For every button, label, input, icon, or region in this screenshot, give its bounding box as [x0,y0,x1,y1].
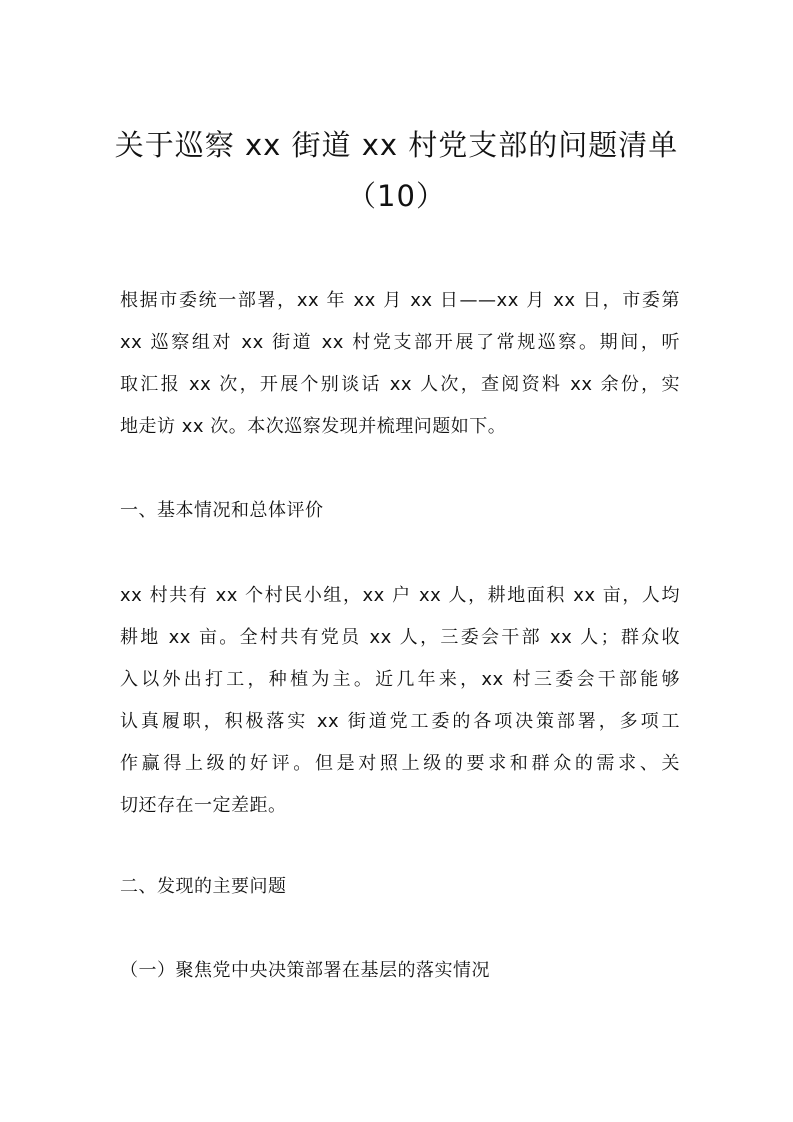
paragraph-line: 入以外出打工，种植为主。近几年来，xx 村三委会干部能够 [120,669,680,690]
paragraph-line: 切还存在一定差距。 [120,795,287,816]
paragraph-line: 作赢得上级的好评。但是对照上级的要求和群众的需求、关 [120,753,680,774]
paragraph-line: xx 巡察组对 xx 街道 xx 村党支部开展了常规巡察。期间，听 [120,332,680,353]
subsection-heading-implementation: （一）聚焦党中央决策部署在基层的落实情况 [120,960,490,981]
paragraph-line: xx 村共有 xx 个村民小组，xx 户 xx 人，耕地面积 xx 亩，人均 [120,585,680,606]
basic-situation-paragraph [120,575,680,827]
paragraph-line: 地走访 xx 次。本次巡察发现并梳理问题如下。 [120,416,507,437]
paragraph-line: 取汇报 xx 次，开展个别谈话 xx 人次，查阅资料 xx 余份，实 [120,374,680,395]
document-title-number: （10） [347,179,446,213]
paragraph-line: 根据市委统一部署，xx 年 xx 月 xx 日——xx 月 xx 日，市委第 [120,290,680,311]
paragraph-line: 耕地 xx 亩。全村共有党员 xx 人，三委会干部 xx 人；群众收 [120,627,680,648]
intro-paragraph [120,280,680,448]
section-heading-main-problems: 二、发现的主要问题 [120,876,287,897]
section-heading-basic-situation: 一、基本情况和总体评价 [120,500,324,521]
document-title: 关于巡察 xx 街道 xx 村党支部的问题清单 [114,128,679,162]
paragraph-line: 认真履职，积极落实 xx 街道党工委的各项决策部署，多项工 [120,711,680,732]
